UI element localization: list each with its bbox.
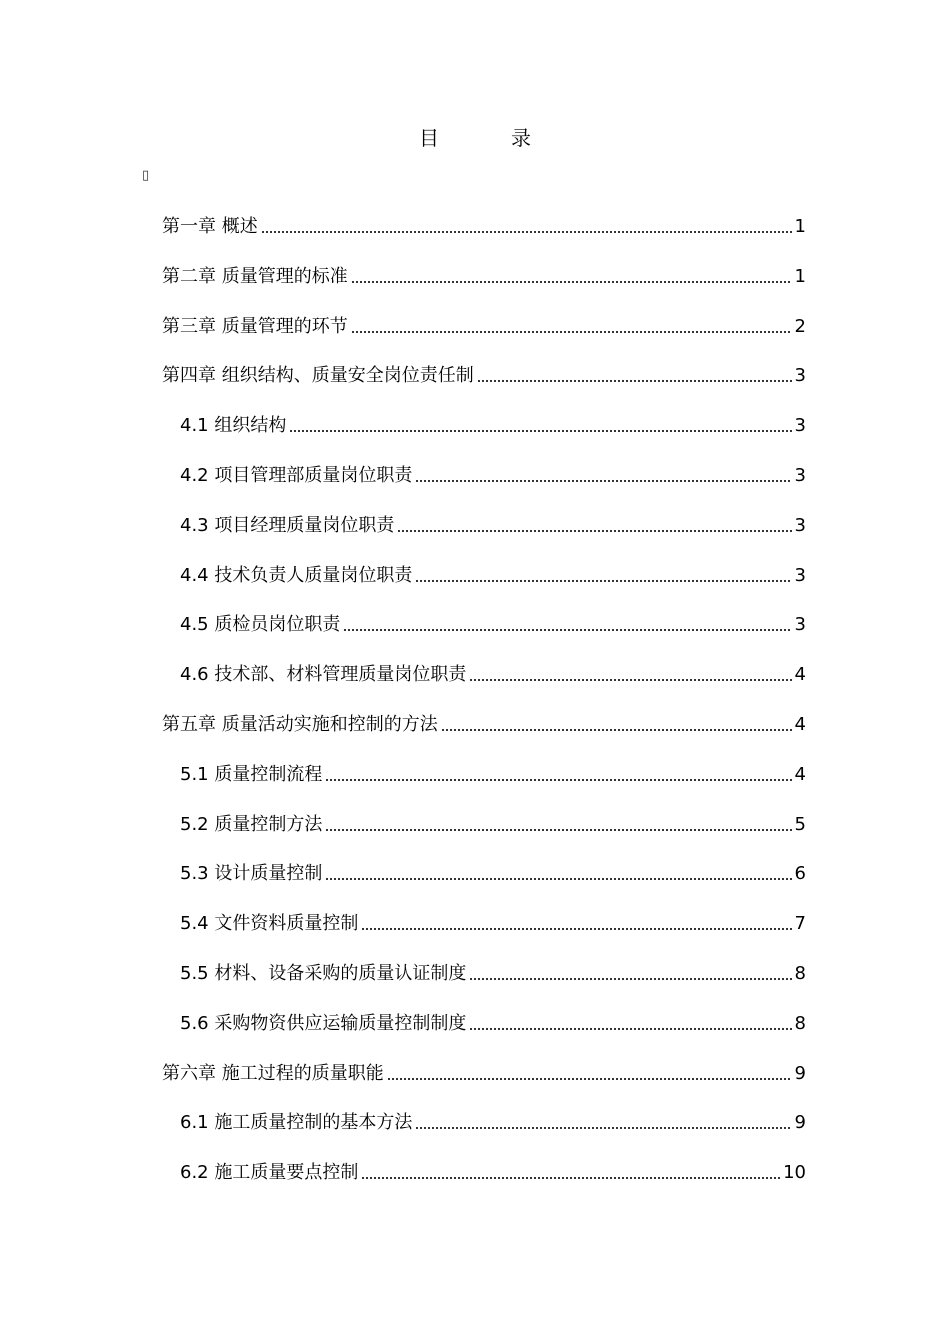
toc-page-number: 6 bbox=[794, 863, 806, 884]
toc-entry[interactable] bbox=[180, 464, 806, 488]
toc-dot-leader bbox=[351, 329, 792, 335]
toc-entry[interactable] bbox=[180, 1161, 806, 1185]
toc-dot-leader bbox=[469, 677, 791, 683]
toc-dot-leader bbox=[415, 578, 791, 584]
toc-page-number: 9 bbox=[794, 1112, 806, 1133]
toc-entry[interactable] bbox=[162, 1062, 806, 1086]
toc-dot-leader bbox=[361, 926, 791, 932]
toc-entry[interactable] bbox=[180, 514, 806, 538]
toc-entry[interactable] bbox=[162, 215, 806, 239]
toc-entry-label: 第六章 施工过程的质量职能 bbox=[162, 1063, 384, 1084]
toc-entry-label: 5.1 质量控制流程 bbox=[180, 764, 323, 785]
toc-entry-label: 4.4 技术负责人质量岗位职责 bbox=[180, 565, 413, 586]
toc-dot-leader bbox=[415, 1125, 791, 1131]
toc-entry-label: 第三章 质量管理的环节 bbox=[162, 316, 348, 337]
toc-page-number: 3 bbox=[794, 614, 806, 635]
toc-entry-label: 4.6 技术部、材料管理质量岗位职责 bbox=[180, 664, 467, 685]
toc-page-number: 3 bbox=[794, 565, 806, 586]
toc-entry[interactable] bbox=[162, 315, 806, 339]
toc-dot-leader bbox=[325, 827, 791, 833]
toc-entry[interactable] bbox=[180, 862, 806, 886]
toc-dot-leader bbox=[289, 428, 791, 434]
toc-dot-leader bbox=[397, 528, 791, 534]
toc-entry[interactable] bbox=[180, 763, 806, 787]
toc-dot-leader bbox=[343, 627, 791, 633]
toc-entry[interactable] bbox=[180, 564, 806, 588]
toc-page-number: 3 bbox=[794, 415, 806, 436]
toc-dot-leader bbox=[351, 279, 792, 285]
toc-entry[interactable] bbox=[162, 364, 806, 388]
toc-entry-label: 4.5 质检员岗位职责 bbox=[180, 614, 341, 635]
toc-entry-label: 5.4 文件资料质量控制 bbox=[180, 913, 359, 934]
toc-entry-label: 5.3 设计质量控制 bbox=[180, 863, 323, 884]
toc-dot-leader bbox=[261, 229, 792, 235]
toc-entry-label: 6.1 施工质量控制的基本方法 bbox=[180, 1112, 413, 1133]
toc-page-number: 8 bbox=[794, 963, 806, 984]
toc-dot-leader bbox=[325, 777, 791, 783]
toc-entry[interactable] bbox=[162, 265, 806, 289]
toc-page-number: 1 bbox=[794, 266, 806, 287]
toc-entry[interactable] bbox=[180, 912, 806, 936]
toc-dot-leader bbox=[477, 378, 792, 384]
toc-page-number: 8 bbox=[794, 1013, 806, 1034]
toc-dot-leader bbox=[469, 976, 791, 982]
toc-dot-leader bbox=[387, 1076, 792, 1082]
toc-page-number: 9 bbox=[794, 1063, 806, 1084]
toc-dot-leader bbox=[361, 1175, 780, 1181]
toc-page-number: 4 bbox=[794, 714, 806, 735]
toc-entry[interactable] bbox=[180, 813, 806, 837]
toc-entry-label: 第二章 质量管理的标准 bbox=[162, 266, 348, 287]
toc-entry-label: 4.1 组织结构 bbox=[180, 415, 287, 436]
toc-entry[interactable] bbox=[162, 713, 806, 737]
toc-page-number: 10 bbox=[783, 1162, 806, 1183]
toc-entry[interactable] bbox=[180, 1012, 806, 1036]
toc-dot-leader bbox=[441, 727, 792, 733]
toc-entry-label: 第一章 概述 bbox=[162, 216, 258, 237]
toc-entry[interactable] bbox=[180, 663, 806, 687]
toc-page-number: 3 bbox=[794, 515, 806, 536]
toc-page-number: 2 bbox=[794, 316, 806, 337]
toc-page-number: 4 bbox=[794, 764, 806, 785]
toc-title: 目 录 bbox=[419, 126, 557, 150]
toc-page-number: 4 bbox=[794, 664, 806, 685]
toc-entry-label: 5.6 采购物资供应运输质量控制制度 bbox=[180, 1013, 467, 1034]
toc-entry-label: 第五章 质量活动实施和控制的方法 bbox=[162, 714, 438, 735]
toc-entry[interactable] bbox=[180, 613, 806, 637]
toc-entry-label: 4.2 项目管理部质量岗位职责 bbox=[180, 465, 413, 486]
paragraph-marker: ▯ bbox=[142, 168, 150, 183]
toc-dot-leader bbox=[469, 1026, 791, 1032]
toc-page-number: 7 bbox=[794, 913, 806, 934]
toc-page-number: 1 bbox=[794, 216, 806, 237]
toc-dot-leader bbox=[325, 876, 791, 882]
toc-entry[interactable] bbox=[180, 962, 806, 986]
toc-entry-label: 5.2 质量控制方法 bbox=[180, 814, 323, 835]
toc-entry-label: 5.5 材料、设备采购的质量认证制度 bbox=[180, 963, 467, 984]
toc-page-number: 3 bbox=[794, 465, 806, 486]
toc-entry-label: 6.2 施工质量要点控制 bbox=[180, 1162, 359, 1183]
toc-page-number: 3 bbox=[794, 365, 806, 386]
toc-page-number: 5 bbox=[794, 814, 806, 835]
toc-dot-leader bbox=[415, 478, 791, 484]
toc-entry-label: 第四章 组织结构、质量安全岗位责任制 bbox=[162, 365, 474, 386]
toc-entry-label: 4.3 项目经理质量岗位职责 bbox=[180, 515, 395, 536]
toc-entry[interactable] bbox=[180, 414, 806, 438]
toc-entry[interactable] bbox=[180, 1111, 806, 1135]
